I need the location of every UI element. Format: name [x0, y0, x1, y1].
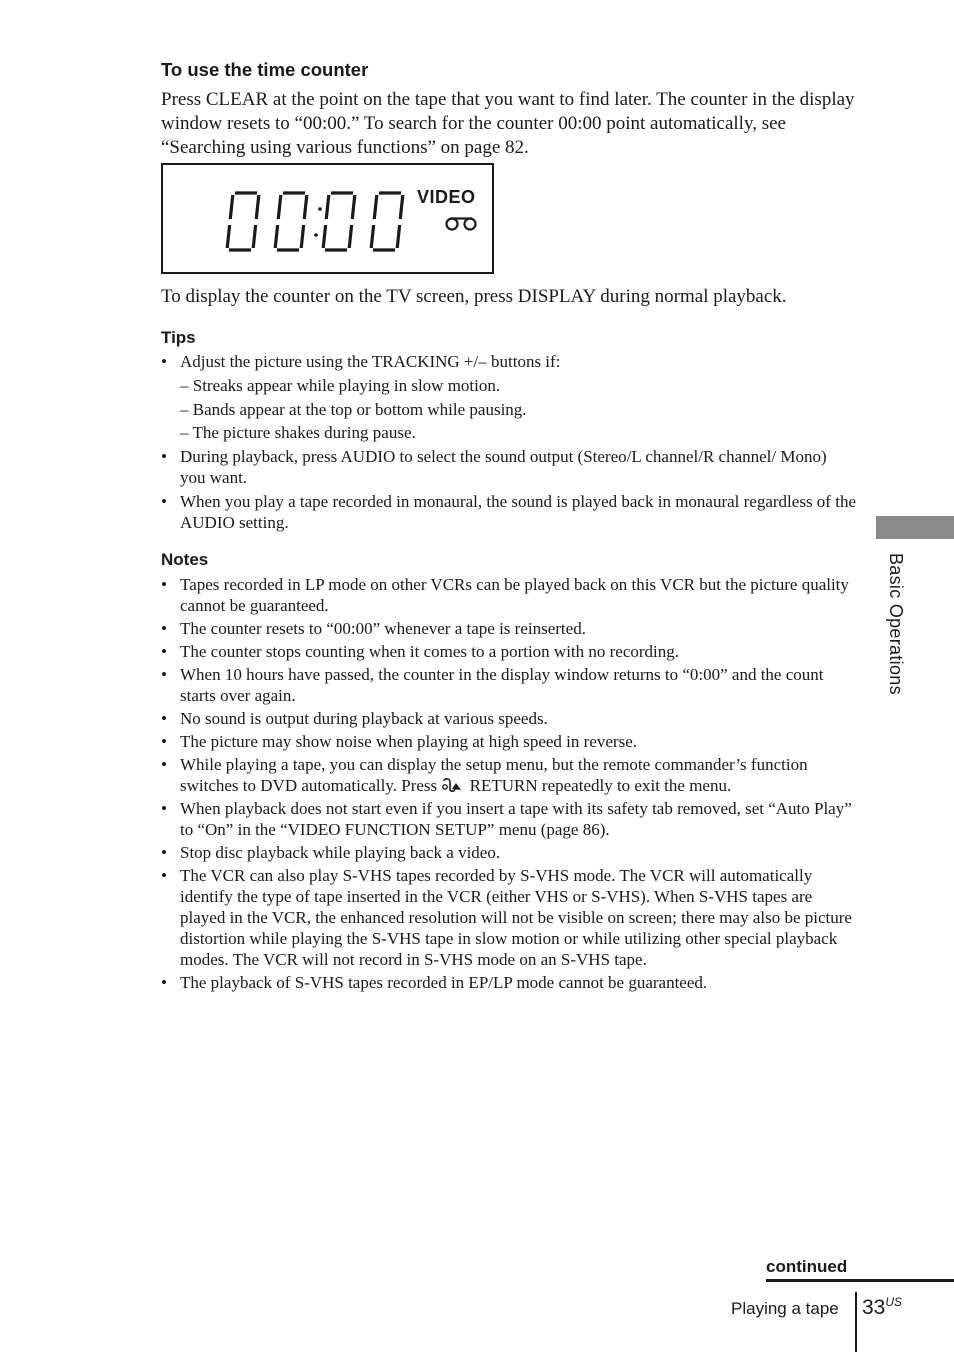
note-text: The VCR can also play S-VHS tapes recorded by S-VHS mode. The VCR will automatically identify the type of tape inserted in the VCR (either VHS or S-VHS). When S-VHS tapes are played in the VCR, the enhanced resolution will not be visible on screen; there may also be picture distortion while playing the S-VHS tape in slow motion or while utilizing other special playback modes. The VCR will not record in S-VHS mode on an S-VHS tape. — [180, 866, 852, 969]
digit-0 — [275, 193, 307, 250]
note-text: When playback does not start even if you insert a tape with its safety tab removed, set “Auto Play” to “On” in the “VIDEO FUNCTION SETUP” menu (page 86). — [180, 799, 852, 839]
video-indicator: VIDEO — [417, 187, 476, 207]
bullet: • — [161, 447, 167, 466]
bullet: • — [161, 492, 167, 511]
bullet: • — [161, 619, 167, 638]
tip-text: When you play a tape recorded in monaural, the sound is played back in monaural regardless of the AUDIO setting. — [180, 492, 856, 532]
continued-label: continued — [766, 1257, 848, 1276]
notes-heading: Notes — [161, 550, 209, 569]
digit-0 — [227, 193, 259, 250]
page-number — [862, 1295, 902, 1320]
tip-subitem: – Bands appear at the top or bottom while pausing. — [180, 400, 527, 419]
list-item — [161, 865, 856, 970]
colon-dot — [318, 207, 322, 211]
tip-subitem: – The picture shakes during pause. — [180, 423, 416, 442]
note-text: The counter resets to “00:00” whenever a tape is reinserted. — [180, 619, 586, 638]
bullet: • — [161, 732, 167, 751]
list-item — [161, 641, 856, 662]
tape-icon — [447, 219, 476, 230]
list-item — [161, 446, 856, 488]
note-text: No sound is output during playback at various speeds. — [180, 709, 548, 728]
note-text: Tapes recorded in LP mode on other VCRs can be played back on this VCR but the picture quality cannot be guaranteed. — [180, 575, 849, 615]
section-tab — [876, 516, 954, 539]
list-item — [161, 972, 856, 993]
list-item — [161, 618, 856, 639]
footer-divider — [855, 1292, 857, 1352]
list-item — [161, 664, 856, 706]
page-number-suffix: US — [885, 1295, 903, 1309]
list-item — [161, 842, 856, 863]
note-text: The picture may show noise when playing at high speed in reverse. — [180, 732, 637, 751]
return-icon — [441, 777, 465, 793]
display-note-paragraph: To display the counter on the TV screen, press DISPLAY during normal playback. — [161, 286, 787, 307]
colon-dot — [314, 233, 318, 237]
tips-heading: Tips — [161, 328, 196, 347]
tip-text: Adjust the picture using the TRACKING +/– buttons if: — [180, 352, 561, 371]
list-item — [161, 491, 856, 533]
section-heading: To use the time counter — [161, 59, 369, 80]
counter-display-illustration — [161, 163, 494, 274]
tips-list — [161, 351, 856, 533]
section-label: Basic Operations — [886, 553, 906, 695]
tip-text: During playback, press AUDIO to select the sound output (Stereo/L channel/R channel/ Mono) you want. — [180, 447, 827, 487]
list-item — [161, 731, 856, 752]
footer-section-title: Playing a tape — [731, 1299, 839, 1318]
note-text: When 10 hours have passed, the counter in the display window returns to “0:00” and the count starts over again. — [180, 665, 824, 705]
bullet: • — [161, 709, 167, 728]
bullet: • — [161, 755, 167, 774]
list-item — [161, 754, 856, 796]
tip-subitem: – Streaks appear while playing in slow motion. — [180, 376, 501, 395]
list-item — [161, 351, 856, 443]
bullet: • — [161, 866, 167, 885]
notes-list — [161, 574, 856, 993]
list-item — [161, 798, 856, 840]
bullet: • — [161, 352, 167, 371]
bullet: • — [161, 665, 167, 684]
bullet: • — [161, 575, 167, 594]
bullet: • — [161, 973, 167, 992]
digit-0 — [323, 193, 355, 250]
note-text-tail: RETURN repeatedly to exit the menu. — [469, 776, 732, 795]
intro-paragraph: Press CLEAR at the point on the tape that you want to find later. The counter in the display window resets to “00:00.” To search for the counter 00:00 point automatically, see “Searching using various functions” on page 82. — [161, 89, 855, 158]
note-text: The playback of S-VHS tapes recorded in EP/LP mode cannot be guaranteed. — [180, 973, 708, 992]
list-item — [161, 708, 856, 729]
page-number-value: 33 — [862, 1296, 886, 1319]
digit-0 — [371, 193, 403, 250]
footer-rule — [766, 1279, 954, 1282]
note-text: The counter stops counting when it comes to a portion with no recording. — [180, 642, 680, 661]
note-text: While playing a tape, you can display the setup menu, but the remote commander’s function switches to DVD automatically. Press — [180, 755, 808, 795]
bullet: • — [161, 642, 167, 661]
bullet: • — [161, 843, 167, 862]
bullet: • — [161, 799, 167, 818]
note-text: Stop disc playback while playing back a video. — [180, 843, 501, 862]
list-item — [161, 574, 856, 616]
counter-readout — [163, 165, 492, 272]
